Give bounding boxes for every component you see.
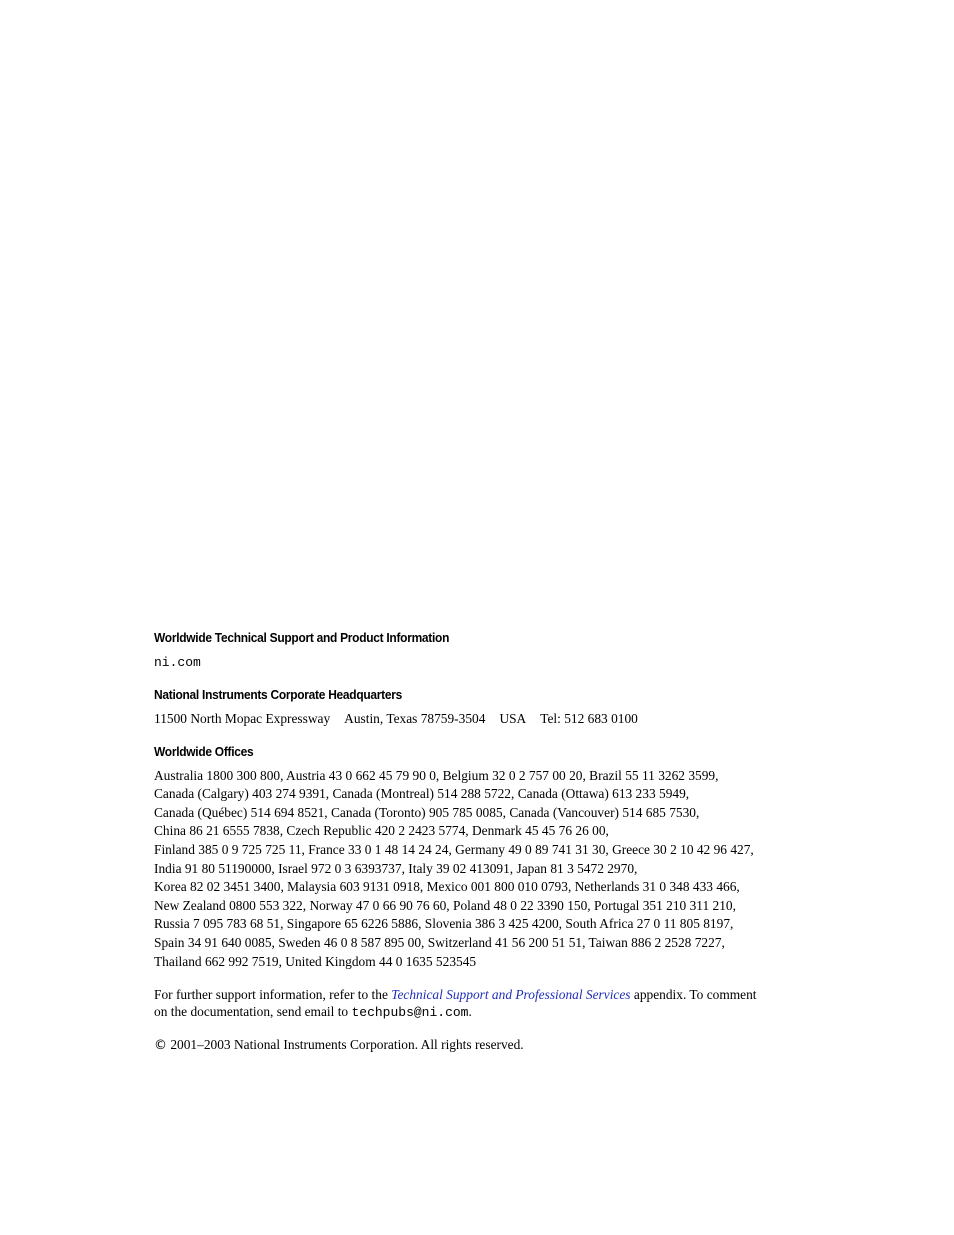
offices-line: Spain 34 91 640 0085, Sweden 46 0 8 587 895 00, Switzerland 41 56 200 51 51, Taiwan 886 2 2528 7227, bbox=[154, 934, 725, 950]
offices-line: Russia 7 095 783 68 51, Singapore 65 6226 5886, Slovenia 386 3 425 4200, South Africa 27 0 11 805 8197, bbox=[154, 916, 734, 932]
further-support-paragraph bbox=[154, 986, 794, 1021]
further-support-text: appendix. To comment bbox=[630, 987, 757, 1003]
offices-line: Canada (Québec) 514 694 8521, Canada (Toronto) 905 785 0085, Canada (Vancouver) 514 685 7530, bbox=[154, 804, 700, 820]
copyright-symbol: © bbox=[154, 1038, 167, 1054]
further-support-text: . bbox=[468, 1004, 472, 1020]
offices-line: Finland 385 0 9 725 725 11, France 33 0 1 48 14 24 24, Germany 49 0 89 741 31 30, Greece 30 2 10 42 96 427, bbox=[154, 841, 754, 857]
offices-line: New Zealand 0800 553 322, Norway 47 0 66 90 76 60, Poland 48 0 22 3390 150, Portugal 351 210 311 210, bbox=[154, 897, 736, 913]
further-support-text: on the documentation, send email to bbox=[154, 1004, 352, 1020]
headquarters-heading: National Instruments Corporate Headquarters bbox=[154, 687, 402, 702]
offices-line: Australia 1800 300 800, Austria 43 0 662 45 79 90 0, Belgium 32 0 2 757 00 20, Brazil 55 11 3262 3599, bbox=[154, 767, 719, 783]
offices-line: Canada (Calgary) 403 274 9391, Canada (Montreal) 514 288 5722, Canada (Ottawa) 613 233 5949, bbox=[154, 786, 690, 802]
offices-line: China 86 21 6555 7838, Czech Republic 420 2 2423 5774, Denmark 45 45 76 26 00, bbox=[154, 823, 609, 839]
further-support-text: For further support information, refer to the bbox=[154, 987, 392, 1003]
offices-line: Thailand 662 992 7519, United Kingdom 44 0 1635 523545 bbox=[154, 953, 477, 969]
hq-country: USA bbox=[499, 711, 527, 726]
copyright-text: 2001–2003 National Instruments Corporation. All rights reserved. bbox=[167, 1037, 524, 1053]
hq-city: Austin, Texas 78759-3504 bbox=[344, 711, 486, 726]
support-appendix-link[interactable]: Technical Support and Professional Services bbox=[391, 987, 631, 1003]
offices-line: India 91 80 51190000, Israel 972 0 3 6393737, Italy 39 02 413091, Japan 81 3 5472 2970, bbox=[154, 860, 638, 876]
email-link[interactable]: techpubs@ni.com bbox=[351, 1005, 469, 1021]
offices-line: Korea 82 02 3451 3400, Malaysia 603 9131 0918, Mexico 001 800 010 0793, Netherlands 31 0 348 433 466, bbox=[154, 879, 740, 895]
copyright-notice bbox=[154, 1036, 794, 1056]
offices-list bbox=[154, 767, 794, 972]
website-link[interactable]: ni.com bbox=[154, 655, 201, 670]
offices-heading: Worldwide Offices bbox=[154, 743, 254, 759]
hq-phone: Tel: 512 683 0100 bbox=[540, 711, 638, 726]
headquarters-address bbox=[154, 710, 794, 729]
support-heading: Worldwide Technical Support and Product Information bbox=[154, 630, 450, 645]
hq-street: 11500 North Mopac Expressway bbox=[154, 711, 331, 726]
contact-info-block bbox=[154, 629, 794, 1056]
